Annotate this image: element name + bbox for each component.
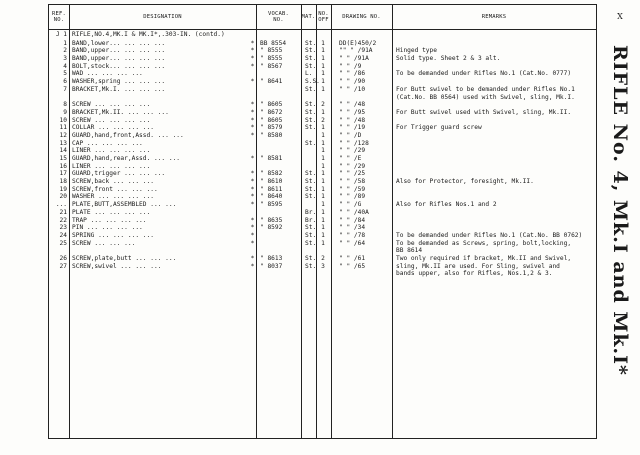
remarks-cell: For Butt swivel used with Swivel, sling, Mk.II. (396, 108, 572, 116)
change-mark: * (250, 239, 255, 247)
table-row (49, 55, 596, 63)
drawing-cell: " " /89 (339, 193, 366, 201)
ref-cell: 2 (63, 47, 67, 55)
drawing-cell: " " /65 (339, 262, 366, 270)
material-cell: St. (305, 239, 317, 247)
table-row (49, 209, 596, 217)
quantity-cell: 1 (321, 39, 325, 47)
designation-cell: WASHER ... ... ... ... (72, 193, 154, 201)
drawing-cell: "" " /91A (339, 47, 373, 55)
table-row (49, 247, 596, 255)
ref-cell: 5 (63, 70, 67, 78)
change-mark: * (250, 47, 255, 55)
header-divider (49, 29, 596, 30)
vocab-cell: " 8581 (260, 155, 283, 162)
change-mark: * (250, 201, 255, 209)
drawing-cell: " " /40A (339, 208, 369, 216)
drawing-cell: " " /86 (339, 70, 366, 78)
header-ref: REF. NO. (51, 11, 67, 23)
material-cell: St. (305, 193, 317, 201)
ref-cell: 8 (63, 101, 67, 109)
designation-cell: SCREW ... ... ... (72, 239, 136, 247)
table-row (49, 140, 596, 148)
designation-cell: TRAP ... ... ... ... (72, 216, 147, 224)
quantity-cell: 1 (321, 47, 325, 55)
drawing-cell: " " /128 (339, 139, 369, 147)
remarks-cell: (Cat.No. BB 0564) used with Swivel, sling, Mk.I. (396, 93, 575, 101)
vocab-cell: BB 8554 (260, 39, 287, 47)
quantity-cell: 1 (321, 193, 325, 201)
ref-cell: 26 (59, 254, 67, 262)
page-number: X (617, 12, 623, 21)
designation-cell: COLLAR ... ... ... ... (72, 124, 154, 132)
vocab-cell: " 8635 (260, 216, 283, 224)
designation-cell: LINER ... ... ... ... (72, 147, 151, 155)
designation-cell: LINER ... ... ... ... (72, 162, 151, 170)
vocab-cell: " 8605 (260, 116, 283, 124)
table-row (49, 124, 596, 132)
ref-cell: 13 (59, 139, 67, 147)
table-row (49, 101, 596, 109)
remarks-cell: To be demanded under Rifles No.1 (Cat.No. 0777) (396, 70, 572, 78)
quantity-cell: 1 (321, 108, 325, 116)
material-cell: St. (305, 262, 317, 270)
quantity-cell: 1 (321, 85, 325, 93)
drawing-cell: " " /95 (339, 108, 366, 116)
ref-cell: 21 (59, 208, 67, 216)
header-vocab: VOCAB. NO. (267, 11, 290, 23)
change-mark: * (250, 124, 255, 132)
designation-cell: PLATE,BUTT,ASSEMBLED ... ... (72, 201, 177, 209)
material-cell: Br. (305, 216, 317, 224)
change-mark: * (250, 116, 255, 124)
ref-cell: 25 (59, 239, 67, 247)
drawing-cell: " " /34 (339, 224, 366, 232)
drawing-cell: " " /90 (339, 78, 366, 86)
change-mark: * (250, 216, 255, 224)
change-mark: * (250, 55, 255, 63)
vocab-cell: " 8672 (260, 108, 283, 116)
designation-cell: BOLT,stock... ... ... ... (72, 62, 166, 70)
material-cell: St. (305, 224, 317, 232)
drawing-cell: " " /58 (339, 178, 366, 186)
table-row (49, 70, 596, 78)
quantity-cell: 1 (321, 208, 325, 216)
ref-cell: 9 (63, 108, 67, 116)
table-row (49, 178, 596, 186)
ref-cell: J 1 (55, 31, 67, 38)
vocab-cell: " 8595 (260, 201, 283, 209)
quantity-cell: 1 (321, 62, 325, 70)
vocab-cell: " 8592 (260, 224, 283, 232)
drawing-cell: " " /29 (339, 162, 366, 170)
ref-cell: 19 (59, 185, 67, 193)
table-row (49, 163, 596, 171)
quantity-cell: 1 (321, 155, 325, 162)
designation-cell: SCREW,plate,butt ... ... ... (72, 254, 177, 262)
quantity-cell: 1 (321, 224, 325, 232)
remarks-cell: Hinged type (396, 47, 437, 55)
drawing-cell: " " /D (339, 131, 362, 139)
drawing-cell: " " /59 (339, 185, 366, 193)
ref-cell: 1 (63, 39, 67, 47)
ref-cell: 4 (63, 62, 67, 70)
quantity-cell: 1 (321, 170, 325, 178)
quantity-cell: 1 (321, 55, 325, 63)
change-mark: * (250, 155, 255, 162)
drawing-cell: " " /G (339, 201, 362, 209)
header-remarks: REMARKS (481, 14, 507, 20)
header-mat: MAT. (301, 14, 316, 20)
material-cell: St. (305, 85, 317, 93)
table-row (49, 217, 596, 225)
remarks-cell: BB 8614 (396, 247, 423, 255)
designation-cell: SCREW ... ... ... ... (72, 116, 151, 124)
designation-cell: BAND,upper... ... ... ... (72, 55, 166, 63)
designation-cell: WAD ... ... ... ... (72, 70, 143, 78)
designation-cell: GUARD,hand,rear,Assd. ... ... (72, 155, 181, 162)
designation-cell: GUARD,hand,front,Assd. ... ... (72, 131, 184, 139)
drawing-cell: DD(E)450/2 (339, 39, 377, 47)
table-row (49, 232, 596, 240)
drawing-cell: " " /84 (339, 216, 366, 224)
designation-cell: PLATE ... ... ... ... (72, 208, 151, 216)
designation-cell: SCREW,swivel ... ... ... (72, 262, 162, 270)
remarks-cell: To be demanded as Screws, spring, bolt,locking, (396, 239, 572, 247)
quantity-cell: 1 (321, 178, 325, 186)
ref-cell: 17 (59, 170, 67, 178)
change-mark: * (250, 254, 255, 262)
table-row (49, 31, 596, 39)
table-row (49, 255, 596, 263)
quantity-cell: 1 (321, 78, 325, 86)
vocab-cell: " 8610 (260, 178, 283, 186)
remarks-cell: Also for Rifles Nos.1 and 2 (396, 201, 497, 209)
material-cell: St. (305, 231, 317, 239)
vocab-cell: " 8037 (260, 262, 283, 270)
drawing-cell: " " /19 (339, 124, 366, 132)
designation-cell: CAP ... ... ... ... (72, 139, 143, 147)
remarks-cell: Two only required if bracket, Mk.II and Swivel, (396, 254, 572, 262)
vocab-cell: " 8579 (260, 124, 283, 132)
ref-cell: 6 (63, 78, 67, 86)
side-title: RIFLE No. 4, Mk.I and Mk.I* (609, 44, 631, 376)
table-row (49, 78, 596, 86)
parts-table (48, 4, 597, 439)
ref-cell: 27 (59, 262, 67, 270)
designation-cell: RIFLE,NO.4,MK.I & MK.I*,.303-IN. (contd.) (72, 31, 225, 38)
quantity-cell: 1 (321, 131, 325, 139)
change-mark: * (250, 262, 255, 270)
designation-cell: SCREW,front ... ... ... (72, 185, 158, 193)
material-cell: St. (305, 47, 317, 55)
table-row (49, 201, 596, 209)
table-row (49, 263, 596, 271)
drawing-cell: " " /61 (339, 254, 366, 262)
quantity-cell: 1 (321, 185, 325, 193)
quantity-cell: 1 (321, 139, 325, 147)
designation-cell: BRACKET,Mk.I. ... ... ... (72, 85, 166, 93)
quantity-cell: 1 (321, 124, 325, 132)
ref-cell: 11 (59, 124, 67, 132)
quantity-cell: 3 (321, 262, 325, 270)
remarks-cell: To be demanded under Rifles No.1 (Cat.No. BB 0762) (396, 231, 583, 239)
drawing-cell: " " /29 (339, 147, 366, 155)
drawing-cell: " " /9 (339, 62, 362, 70)
change-mark: * (250, 193, 255, 201)
quantity-cell: 1 (321, 216, 325, 224)
quantity-cell: 1 (321, 201, 325, 209)
quantity-cell: 1 (321, 162, 325, 170)
material-cell: St. (305, 139, 317, 147)
ref-cell: 15 (59, 155, 67, 162)
ref-cell: 16 (59, 162, 67, 170)
quantity-cell: 2 (321, 116, 325, 124)
remarks-cell: Also for Protector, foresight, Mk.II. (396, 178, 534, 186)
quantity-cell: 1 (321, 231, 325, 239)
material-cell: S.S. (305, 78, 320, 86)
change-mark: * (250, 224, 255, 232)
change-mark: * (250, 185, 255, 193)
drawing-cell: " " /48 (339, 116, 366, 124)
drawing-cell: " " /E (339, 155, 362, 162)
ref-cell: 12 (59, 131, 67, 139)
material-cell: St. (305, 185, 317, 193)
side-title-band (606, 40, 634, 380)
vocab-cell: " 8605 (260, 101, 283, 109)
vocab-cell: " 8555 (260, 47, 283, 55)
table-row (49, 224, 596, 232)
vocab-cell: " 8613 (260, 254, 283, 262)
drawing-cell: " " /78 (339, 231, 366, 239)
vocab-cell: " 8567 (260, 62, 283, 70)
remarks-cell: For Trigger guard screw (396, 124, 482, 132)
table-row (49, 40, 596, 48)
vocab-cell: " 8582 (260, 170, 283, 178)
table-row (49, 240, 596, 248)
table-body (49, 31, 596, 278)
vocab-cell: " 8555 (260, 55, 283, 63)
designation-cell: BRACKET,Mk.II. ... ... ... (72, 108, 169, 116)
table-row (49, 186, 596, 194)
material-cell: St. (305, 116, 317, 124)
ref-cell: 22 (59, 216, 67, 224)
drawing-cell: " " /25 (339, 170, 366, 178)
ref-cell: 18 (59, 178, 67, 186)
quantity-cell: 1 (321, 70, 325, 78)
change-mark: * (250, 131, 255, 139)
ref-cell: 14 (59, 147, 67, 155)
table-row (49, 117, 596, 125)
table-row (49, 94, 596, 102)
designation-cell: SCREW,back ... ... ... (72, 178, 154, 186)
change-mark: * (250, 62, 255, 70)
drawing-cell: " " /64 (339, 239, 366, 247)
designation-cell: BAND,upper... ... ... ... (72, 47, 166, 55)
material-cell: St. (305, 62, 317, 70)
table-row (49, 147, 596, 155)
ref-cell: 24 (59, 231, 67, 239)
designation-cell: SCREW ... ... ... ... (72, 101, 151, 109)
change-mark: * (250, 178, 255, 186)
quantity-cell: 2 (321, 101, 325, 109)
material-cell: L. (305, 70, 313, 78)
change-mark: * (250, 78, 255, 86)
change-mark: * (250, 101, 255, 109)
ref-cell: 10 (59, 116, 67, 124)
table-row (49, 86, 596, 94)
table-row (49, 47, 596, 55)
material-cell: St. (305, 101, 317, 109)
header-drawing: DRAWING NO. (342, 14, 381, 20)
table-row (49, 109, 596, 117)
table-row (49, 132, 596, 140)
table-row (49, 155, 596, 163)
material-cell: Br. (305, 208, 317, 216)
designation-cell: WASHER,spring ... ... ... (72, 78, 166, 86)
change-mark: * (250, 170, 255, 178)
table-row (49, 63, 596, 71)
change-mark: * (250, 39, 255, 47)
header-off: NO. OFF (318, 11, 329, 23)
header-designation: DESIGNATION (143, 14, 182, 20)
vocab-cell: " 8611 (260, 185, 283, 193)
remarks-cell: Solid type. Sheet 2 & 3 alt. (396, 55, 501, 63)
ref-cell: 20 (59, 193, 67, 201)
designation-cell: PIN ... ... ... ... (72, 224, 143, 232)
material-cell: St. (305, 254, 317, 262)
drawing-cell: " " /48 (339, 101, 366, 109)
material-cell: St. (305, 108, 317, 116)
change-mark: * (250, 231, 255, 239)
ref-cell: 23 (59, 224, 67, 232)
table-row (49, 193, 596, 201)
quantity-cell: 1 (321, 147, 325, 155)
remarks-cell: For Butt swivel to be demanded under Rifles No.1 (396, 85, 575, 93)
material-cell: St. (305, 178, 317, 186)
designation-cell: BAND,lower... ... ... ... (72, 39, 166, 47)
vocab-cell: " 8641 (260, 78, 283, 86)
drawing-cell: " " /91A (339, 55, 369, 63)
vocab-cell: " 8640 (260, 193, 283, 201)
quantity-cell: 2 (321, 254, 325, 262)
material-cell: St. (305, 124, 317, 132)
material-cell: St. (305, 39, 317, 47)
designation-cell: GUARD,trigger ... ... ... (72, 170, 166, 178)
ref-cell: 7 (63, 85, 67, 93)
vocab-cell: " 8580 (260, 131, 283, 139)
remarks-cell: bands upper, also for Rifles, Nos.1,2 & 3. (396, 270, 553, 278)
material-cell: St. (305, 170, 317, 178)
table-row (49, 170, 596, 178)
drawing-cell: " " /10 (339, 85, 366, 93)
table-row (49, 270, 596, 278)
material-cell: St. (305, 55, 317, 63)
ref-cell: ... (55, 201, 67, 209)
remarks-cell: sling, Mk.II are used. For Sling, swivel and (396, 262, 560, 270)
quantity-cell: 1 (321, 239, 325, 247)
ref-cell: 3 (63, 55, 67, 63)
designation-cell: SPRING ... ... ... ... (72, 231, 154, 239)
change-mark: * (250, 108, 255, 116)
